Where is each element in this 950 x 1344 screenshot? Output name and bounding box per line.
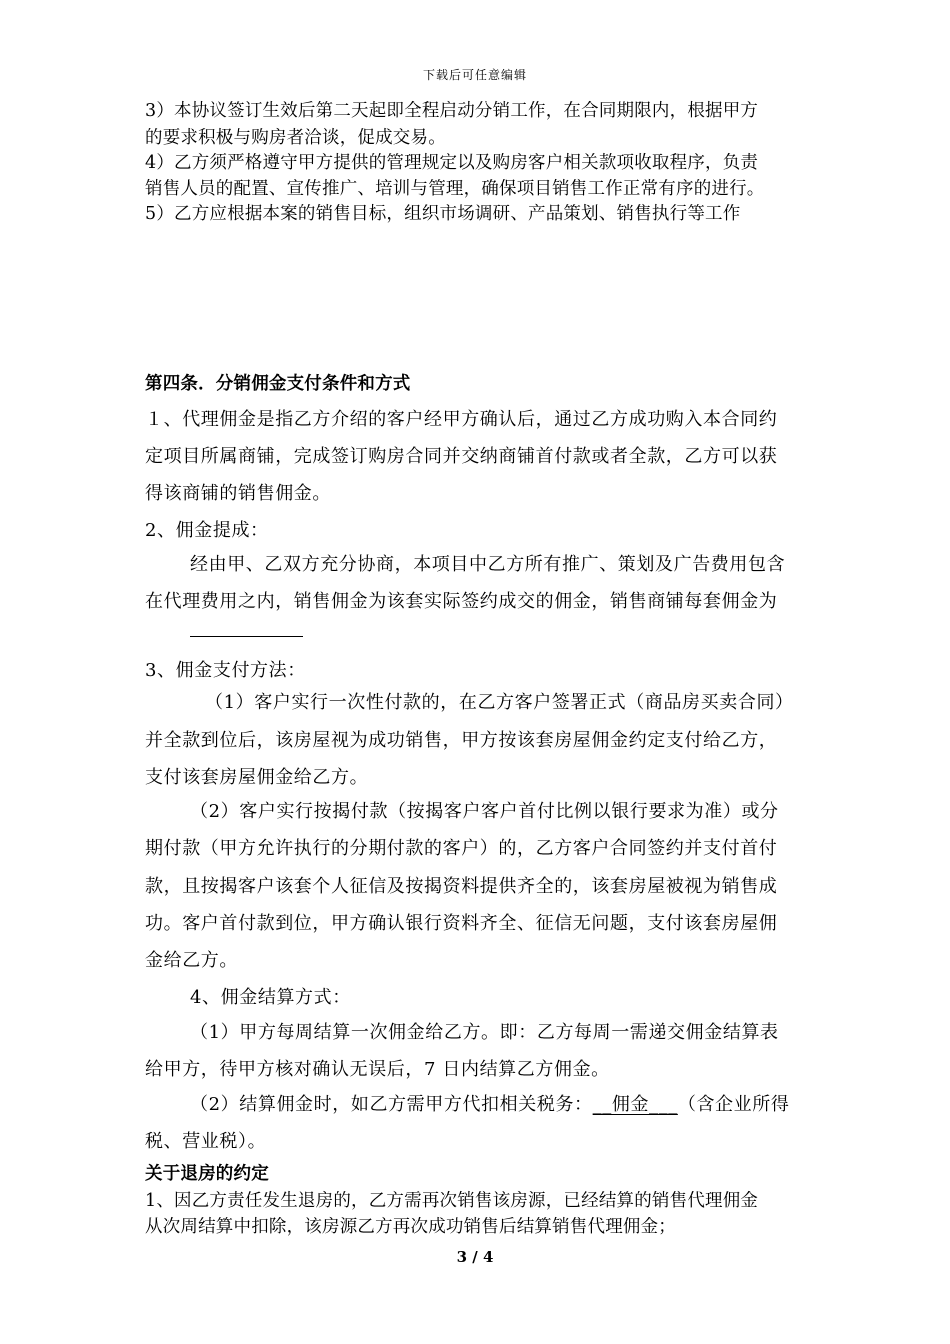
paragraph-line: 1、因乙方责任发生退房的，乙方需再次销售该房源，已经结算的销售代理佣金 <box>145 1191 759 1211</box>
item-label: 3、佣金支付方法： <box>145 660 306 681</box>
paragraph-line: 给甲方，待甲方核对确认无误后，7 日内结算乙方佣金。 <box>145 1059 610 1080</box>
paragraph-line: 税、营业税）。 <box>145 1131 267 1152</box>
paragraph-line: 期付款（甲方允许执行的分期付款的客户）的，乙方客户合同签约并支付首付 <box>145 838 778 859</box>
paragraph-line: 4）乙方须严格遵守甲方提供的管理规定以及购房客户相关款项收取程序，负责 <box>145 153 759 173</box>
paragraph-line: 从次周结算中扣除，该房源乙方再次成功销售后结算销售代理佣金； <box>145 1217 676 1237</box>
paragraph-line: 5）乙方应根据本案的销售目标，组织市场调研、产品策划、销售执行等工作 <box>145 204 741 224</box>
text-run: （含企业所得 <box>677 1094 790 1115</box>
paragraph-line: 功。客户首付款到位，甲方确认银行资料齐全、征信无问题，支付该套房屋佣 <box>145 913 778 934</box>
paragraph-line: 的要求积极与购房者洽谈，促成交易。 <box>145 128 446 148</box>
paragraph-line: 销售人员的配置、宣传推广、培训与管理，确保项目销售工作正常有序的进行。 <box>145 179 765 199</box>
paragraph-line: 款，且按揭客户该套个人征信及按揭资料提供齐全的，该套房屋被视为销售成 <box>145 876 778 897</box>
item-label: 4、佣金结算方式： <box>190 987 351 1008</box>
section-title: 关于退房的约定 <box>145 1164 269 1184</box>
section-title: 第四条．分销佣金支付条件和方式 <box>145 374 411 394</box>
paragraph-line: （1）甲方每周结算一次佣金给乙方。即：乙方每周一需递交佣金结算表 <box>190 1022 779 1043</box>
paragraph-line: （1）客户实行一次性付款的，在乙方客户签署正式（商品房买卖合同） <box>205 692 794 713</box>
paragraph-line: 3）本协议签订生效后第二天起即全程启动分销工作，在合同期限内，根据甲方 <box>145 101 759 121</box>
paragraph-line: 定项目所属商铺，完成签订购房合同并交纳商铺首付款或者全款，乙方可以获 <box>145 446 778 467</box>
paragraph-line: 金给乙方。 <box>145 950 238 971</box>
fill-in-blank <box>190 636 303 637</box>
item-label: 2、佣金提成： <box>145 520 269 541</box>
paragraph-line: 得该商铺的销售佣金。 <box>145 483 331 504</box>
paragraph-line: （2）客户实行按揭付款（按揭客户客户首付比例以银行要求为准）或分 <box>190 801 779 822</box>
paragraph-line: 在代理费用之内，销售佣金为该套实际签约成交的佣金，销售商铺每套佣金为 <box>145 591 778 612</box>
page-header: 下载后可任意编辑 <box>422 68 527 82</box>
paragraph-line: 支付该套房屋佣金给乙方。 <box>145 767 369 788</box>
underlined-fill: __佣金___ <box>592 1094 678 1115</box>
paragraph-line: 并全款到位后，该房屋视为成功销售，甲方按该套房屋佣金约定支付给乙方， <box>145 730 778 751</box>
paragraph-line <box>190 1090 789 1116</box>
paragraph-line: 经由甲、乙双方充分协商，本项目中乙方所有推广、策划及广告费用包含 <box>190 554 786 575</box>
paragraph-line: １、代理佣金是指乙方介绍的客户经甲方确认后，通过乙方成功购入本合同约 <box>145 409 778 430</box>
page-number: 3 / 4 <box>456 1248 494 1266</box>
text-run: （2）结算佣金时，如乙方需甲方代扣相关税务： <box>190 1094 593 1115</box>
